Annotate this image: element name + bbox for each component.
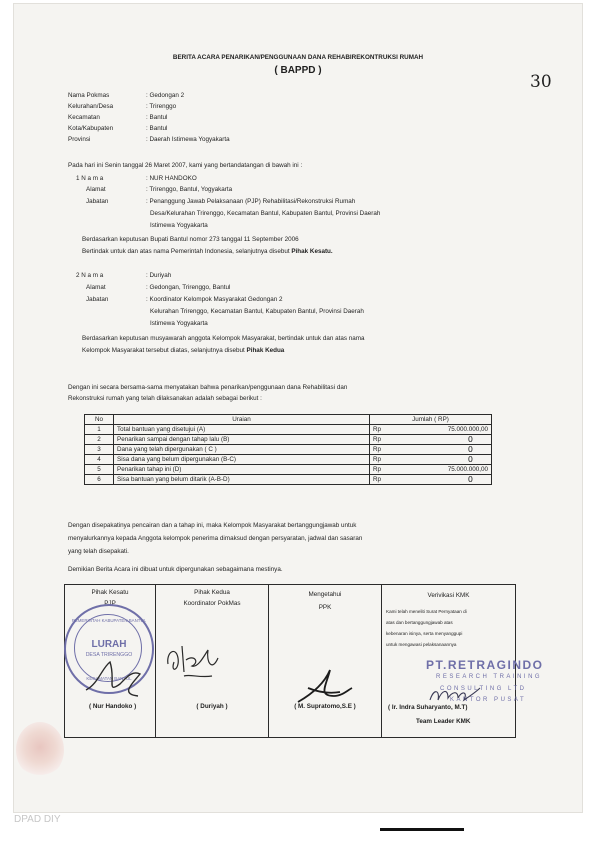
table-row: [85, 445, 492, 455]
party-position-line: Istimewa Yogyakarta: [150, 222, 208, 229]
row-uraian: Sisa dana yang belum dipergunakan (B-C): [114, 455, 370, 465]
page-number: 30: [530, 72, 552, 92]
closing-text: menyalurkannya kepada Anggota kelompok penerima dimaksud dengan persyaratan, jadwal dan sasaran: [68, 535, 363, 542]
table-row: [85, 465, 492, 475]
row-uraian: Dana yang telah dipergunakan ( C ): [114, 445, 370, 455]
party-name-label: 2 N a m a: [76, 272, 104, 279]
company-stamp-line: RESEARCH TRAINING: [436, 674, 543, 680]
party-address-label: Alamat: [86, 186, 106, 193]
row-amount: 75.000.000,00: [392, 465, 492, 475]
party-position-line: : Koordinator Kelompok Masyarakat Gedongan 2: [146, 296, 283, 303]
watermark-text: DPAD DIY: [14, 814, 61, 825]
party-basis: Berdasarkan keputusan Bupati Bantul nomor 273 tanggal 11 September 2006: [82, 236, 299, 243]
stamp-center-text: LURAH: [91, 639, 127, 650]
statement-text: Rekonstruksi rumah yang telah dilaksanakan adalah sebagai berikut :: [68, 395, 262, 402]
table-header-row: [85, 415, 492, 425]
signature-role: PJP: [104, 600, 116, 607]
company-stamp-name: PT.RETRAGINDO: [426, 658, 544, 672]
verification-line: Kami telah meneliti Surat Pernyataan di: [386, 609, 467, 614]
company-stamp-line: CONSULTING LTD: [440, 686, 527, 692]
party-position-line: Istimewa Yogyakarta: [150, 320, 208, 327]
signature-kmk-image: [424, 676, 484, 710]
company-stamp-line: KANTOR PUSAT: [450, 697, 527, 703]
row-no: 5: [85, 465, 114, 475]
signature-name: ( Ir. Indra Suharyanto, M.T): [388, 704, 468, 711]
statement-text: Dengan ini secara bersama-sama menyatakan bahwa penarikan/penggunaan dana Rehabilitasi dan: [68, 384, 348, 391]
closing-text: Dengan disepakatinya pencairan dan a tahap ini, maka Kelompok Masyarakat bertanggungjawab untuk: [68, 522, 357, 529]
signature-title: Mengetahui: [308, 591, 342, 598]
row-currency: Rp: [370, 465, 393, 475]
document-subtitle: ( BAPPD ): [274, 65, 322, 76]
field-value: : Bantul: [146, 125, 168, 132]
row-uraian: Sisa bantuan yang belum ditarik (A-B-D): [114, 475, 370, 485]
party-name-label: 1 N a m a: [76, 175, 104, 182]
stamp-top-text: PEMERINTAH KABUPATEN BANTUL: [71, 618, 147, 623]
signature-pjp-image: [80, 650, 150, 702]
row-currency: Rp: [370, 455, 393, 465]
party-position-line: Desa/Kelurahan Trirenggo, Kecamatan Bantul, Kabupaten Bantul, Provinsi Daerah: [150, 210, 381, 217]
signature-name: ( M. Supratomo,S.E ): [294, 703, 356, 710]
field-value: : Trirenggo: [146, 103, 177, 110]
field-value: : Daerah Istimewa Yogyakarta: [146, 136, 230, 143]
stamp-bottom-text: KECAMATAN BANTUL: [86, 676, 132, 681]
table-row: [85, 455, 492, 465]
row-currency: Rp: [370, 435, 393, 445]
signature-title: Pihak Kesatu: [91, 589, 129, 596]
stamp-center-text: DESA TRIRENGGO: [85, 652, 133, 658]
row-currency: Rp: [370, 475, 393, 485]
signature-ppk-image: [288, 664, 358, 710]
party-basis: Berdasarkan keputusan musyawarah anggota Kelompok Masyarakat, bertindak untuk dan atas nama: [82, 335, 365, 342]
party-acting: Bertindak untuk dan atas nama Pemerintah Indonesia, selanjutnya disebut Pihak Kesatu.: [82, 248, 333, 255]
row-amount: 75.000.000,00: [392, 425, 492, 435]
row-no: 6: [85, 475, 114, 485]
closing-text: Demikian Berita Acara ini dibuat untuk dipergunakan sebagaimana mestinya.: [68, 566, 283, 573]
field-value: : Gedongan 2: [146, 92, 185, 99]
table-row: [85, 435, 492, 445]
row-amount: 0: [392, 475, 492, 485]
row-uraian: Penarikan tahap ini (D): [114, 465, 370, 475]
document-title: BERITA ACARA PENARIKAN/PENGGUNAAN DANA REHABIREKONTRUKSI RUMAH: [172, 54, 424, 61]
row-amount: 0: [392, 455, 492, 465]
row-amount: 0: [392, 435, 492, 445]
field-value: : Bantul: [146, 114, 168, 121]
header-uraian: Uraian: [114, 415, 370, 425]
signature-title: Pihak Kedua: [194, 589, 230, 596]
signature-name: ( Nur Handoko ): [89, 703, 137, 710]
opening-text: Pada hari ini Senin tanggal 26 Maret 2007, kami yang bertandatangan di bawah ini :: [68, 162, 303, 169]
party-position-label: Jabatan: [86, 296, 109, 303]
party-address-value: : Gedongan, Trirenggo, Bantul: [146, 284, 231, 291]
withdrawal-table: [84, 414, 492, 485]
field-label: Nama Pokmas: [68, 92, 110, 99]
table-row: [85, 475, 492, 485]
verification-line: atas dan bertanggungjawab atas: [386, 620, 453, 625]
table-row: [85, 425, 492, 435]
verification-line: kebenaran isinya, serta menyanggupi: [386, 631, 463, 636]
row-amount: 0: [392, 445, 492, 455]
field-label: Kelurahan/Desa: [68, 103, 114, 110]
field-label: Kecamatan: [68, 114, 100, 121]
signature-role: PPK: [318, 604, 332, 611]
footer-bar: [380, 828, 464, 831]
signature-name: ( Duriyah ): [196, 703, 228, 710]
row-uraian: Total bantuan yang disetujui (A): [114, 425, 370, 435]
header-jumlah: Jumlah ( RP): [370, 415, 492, 425]
header-no: No: [85, 415, 114, 425]
row-uraian: Penarikan sampai dengan tahap lalu (B): [114, 435, 370, 445]
signature-column-ppk: [269, 585, 382, 737]
row-no: 4: [85, 455, 114, 465]
verification-line: untuk mengawasi pelaksanaannya: [386, 642, 457, 647]
signature-title: Verivikasi KMK: [427, 592, 470, 599]
party-address-label: Alamat: [86, 284, 106, 291]
row-no: 2: [85, 435, 114, 445]
row-currency: Rp: [370, 425, 393, 435]
archive-emblem-icon: [16, 722, 64, 778]
signature-role: Team Leader KMK: [416, 718, 471, 725]
field-label: Kota/Kabupaten: [68, 125, 114, 132]
party-name-value: : NUR HANDOKO: [146, 175, 197, 182]
party-basis: Kelompok Masyarakat tersebut diatas, selanjutnya disebut Pihak Kedua: [82, 347, 285, 354]
field-label: Provinsi: [68, 136, 91, 143]
party-position-line: : Penanggung Jawab Pelaksanaan (PJP) Rehabilitasi/Rekonstruksi Rumah: [146, 198, 356, 205]
row-currency: Rp: [370, 445, 393, 455]
signature-pokmas-image: [160, 636, 230, 682]
party-address-value: : Trirenggo, Bantul, Yogyakarta: [146, 186, 233, 193]
party-position-line: Kelurahan Trirenggo, Kecamatan Bantul, Kabupaten Bantul, Provinsi Daerah: [150, 308, 364, 315]
row-no: 3: [85, 445, 114, 455]
closing-text: yang telah disepakati.: [68, 548, 129, 555]
party-name-value: : Duriyah: [146, 272, 172, 279]
signature-role: Koordinator PokMas: [183, 600, 241, 607]
row-no: 1: [85, 425, 114, 435]
party-position-label: Jabatan: [86, 198, 109, 205]
